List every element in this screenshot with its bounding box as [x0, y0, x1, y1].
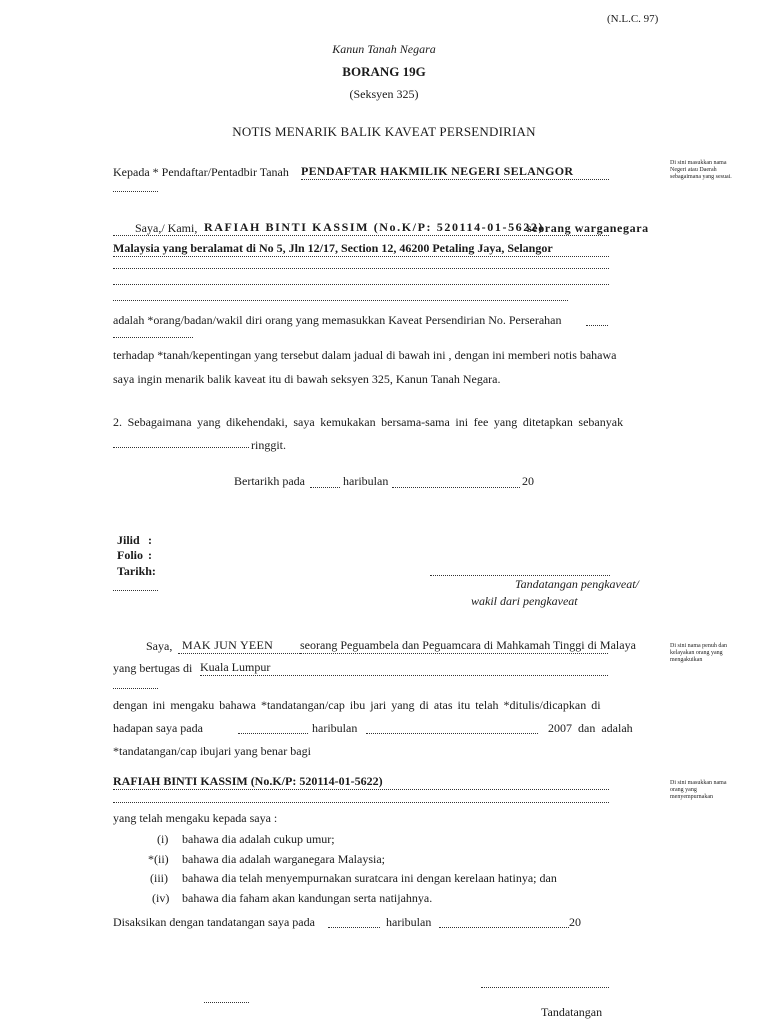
- fee-blank: [113, 447, 249, 448]
- jilid-colon: :: [148, 533, 152, 547]
- witness-location: Kuala Lumpur: [200, 660, 608, 676]
- witness-line3: *tandatangan/cap ibujari yang benar bagi: [113, 744, 311, 758]
- witness-line1: dengan ini mengaku bahawa *tandatangan/cap ibu jari yang di atas itu telah *ditulis/dicapkan di: [113, 698, 601, 712]
- signature1-line: [430, 575, 610, 576]
- tarikh-label: Tarikh:: [117, 564, 156, 578]
- witnessed-year: 20: [569, 915, 581, 929]
- date-month-label: haribulan: [343, 474, 389, 488]
- item-num: (iii): [150, 871, 168, 885]
- witness-prefix: Saya,: [146, 639, 173, 653]
- witnessed-day-blank: [328, 927, 380, 928]
- item-text: bahawa dia faham akan kandungan serta natijahnya.: [182, 891, 433, 905]
- signature1-sublabel: wakil dari pengkaveat: [471, 594, 578, 608]
- caveat-number-blank: [586, 325, 608, 326]
- declarant-address: Malaysia yang beralamat di No 5, Jln 12/17, Section 12, 46200 Petaling Jaya, Selangor: [113, 241, 553, 255]
- item-text: bahawa dia adalah warganegara Malaysia;: [182, 852, 386, 866]
- page-title: NOTIS MENARIK BALIK KAVEAT PERSENDIRIAN: [232, 124, 536, 139]
- item-num: (iv): [152, 891, 170, 905]
- margin-note-state: Di sini masukkan nama Negeri atau Daerah sebagaimana yang sesuai.: [670, 160, 732, 180]
- item-text: bahawa dia telah menyempurnakan suratcara ini dengan kerelaan hatinya; dan: [182, 871, 557, 885]
- folio-colon: :: [148, 548, 152, 562]
- witness-day-blank: [238, 733, 308, 734]
- item-num: (i): [157, 832, 169, 846]
- blank-line: [113, 300, 568, 301]
- witness-year: 2007 dan adalah: [548, 721, 633, 735]
- witness-person-blank: [113, 802, 609, 803]
- date-prefix: Bertarikh pada: [234, 474, 305, 488]
- declarant-prefix: Saya,/ Kami,: [135, 221, 198, 235]
- folio-label: Folio: [117, 548, 143, 562]
- item-text: bahawa dia adalah cukup umur;: [182, 832, 335, 846]
- date-day-blank: [310, 487, 340, 488]
- declarant-underline: [113, 235, 609, 236]
- caveat-line: adalah *orang/badan/wakil diri orang yang memasukkan Kaveat Persendirian No. Perserahan: [113, 313, 562, 327]
- signature1-label: Tandatangan pengkaveat/: [515, 577, 639, 591]
- witness-person: RAFIAH BINTI KASSIM (No.K/P: 520114-01-5622): [113, 774, 609, 790]
- blank-line: [113, 268, 609, 269]
- form-number: BORANG 19G: [342, 64, 426, 79]
- witnessed-month-blank: [439, 927, 569, 928]
- seal-blank: [204, 1002, 249, 1003]
- act-name: Kanun Tanah Negara: [332, 42, 436, 56]
- witness-blank: [113, 688, 158, 689]
- witness-role: seorang Peguambela dan Peguamcara di Mahkamah Tinggi di Malaya: [300, 638, 636, 652]
- addressee-prefix: Kepada * Pendaftar/Pentadbir Tanah: [113, 165, 289, 179]
- witnessed-prefix: Disaksikan dengan tandatangan saya pada: [113, 915, 315, 929]
- address-underline: [113, 256, 609, 257]
- acknowledge-label: yang telah mengaku kepada saya :: [113, 811, 278, 825]
- margin-note-executor: Di sini masukkan nama orang yang menyempurnakan: [670, 780, 727, 800]
- declarant-citizenship: seorang warganegara: [527, 221, 649, 235]
- witnessed-month-label: haribulan: [386, 915, 432, 929]
- witness-line2-prefix: hadapan saya pada: [113, 721, 203, 735]
- signature2-label: Tandatangan: [541, 1005, 603, 1019]
- blank-line: [113, 284, 609, 285]
- record-blank: [113, 590, 158, 591]
- jilid-label: Jilid: [117, 533, 140, 547]
- date-month-blank: [392, 487, 520, 488]
- witness-month-blank: [366, 733, 538, 734]
- item-num: *(ii): [148, 852, 169, 866]
- addressee-value: PENDAFTAR HAKMILIK NEGERI SELANGOR: [301, 164, 609, 180]
- signature2-line: [481, 987, 609, 988]
- fee-line: 2. Sebagaimana yang dikehendaki, saya kemukakan bersama-sama ini fee yang ditetapkan sebanyak: [113, 415, 624, 429]
- fee-currency: ringgit.: [251, 438, 286, 452]
- margin-note-witness: Di sini nama penuh dan kelayakan orang yang mengakuikan: [670, 643, 727, 663]
- addressee-blank: [113, 191, 158, 192]
- withdrawal-line: saya ingin menarik balik kaveat itu di bawah seksyen 325, Kanun Tanah Negara.: [113, 372, 501, 386]
- witness-name: MAK JUN YEEN: [178, 638, 304, 654]
- date-year: 20: [522, 474, 534, 488]
- witness-month-label: haribulan: [312, 721, 358, 735]
- declarant-name: RAFIAH BINTI KASSIM (No.K/P: 520114-01-5622): [204, 220, 545, 234]
- form-code: (N.L.C. 97): [607, 13, 659, 25]
- land-line: terhadap *tanah/kepentingan yang tersebut dalam jadual di bawah ini , dengan ini memberi notis bahawa: [113, 348, 617, 362]
- witness-location-prefix: yang bertugas di: [113, 661, 193, 675]
- caveat-number-blank: [113, 337, 193, 338]
- form-section: (Seksyen 325): [349, 87, 419, 101]
